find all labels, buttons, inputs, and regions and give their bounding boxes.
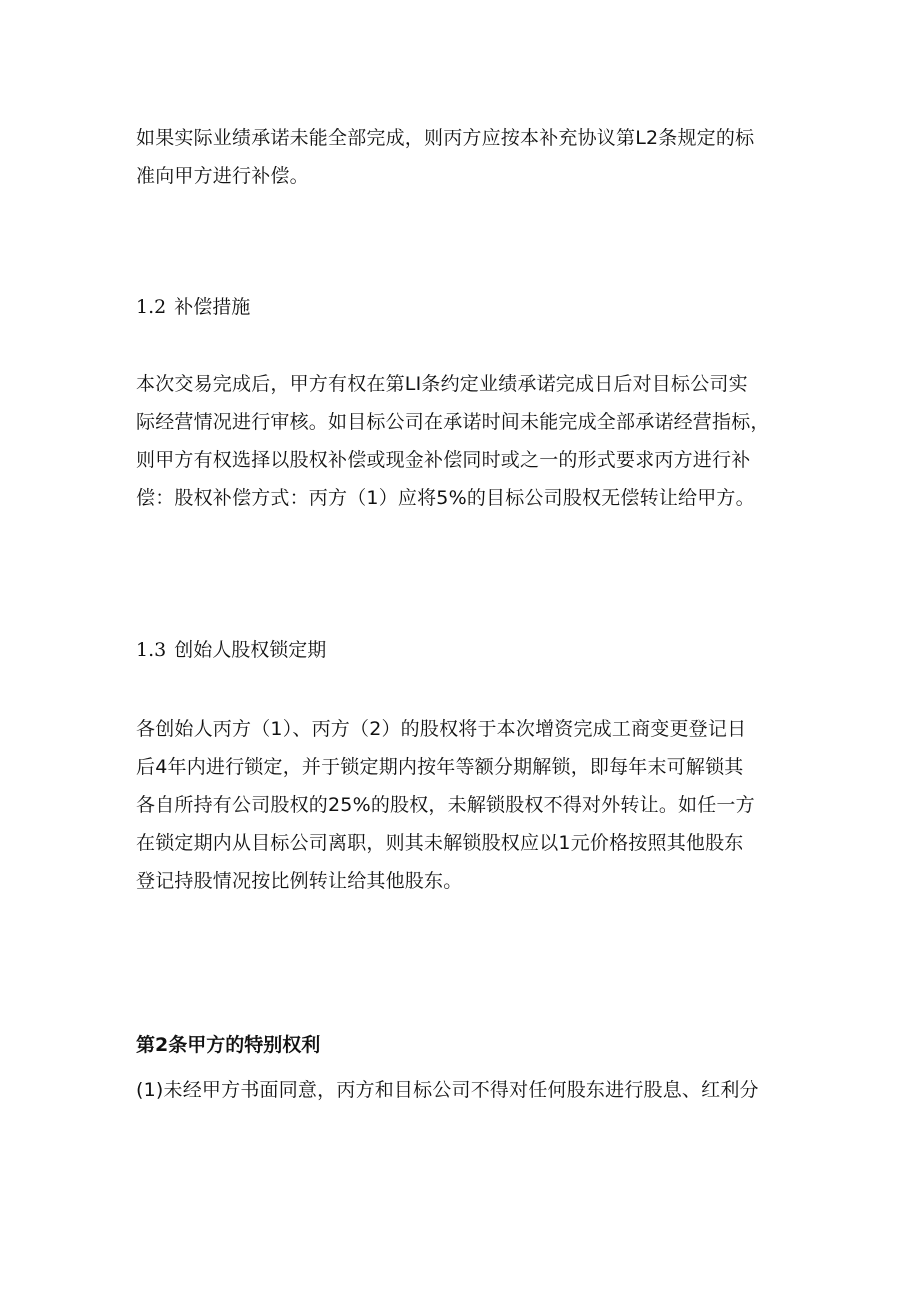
section-title: 补偿措施 — [174, 296, 251, 318]
text-line: 准向甲方进行补偿。 — [136, 165, 309, 187]
text-line: 本次交易完成后，甲方有权在第LI条约定业绩承诺完成日后对目标公司实 — [136, 373, 748, 395]
section-title: 创始人股权锁定期 — [174, 639, 327, 661]
section-heading-1-2 — [136, 292, 250, 322]
text-line: 则甲方有权选择以股权补偿或现金补偿同时或之一的形式要求丙方进行补 — [136, 449, 751, 471]
paragraph-1-2 — [136, 365, 796, 517]
text-line: (1)未经甲方书面同意，丙方和目标公司不得对任何股东进行股息、红利分 — [136, 1079, 759, 1101]
text-line: 如果实际业绩承诺未能全部完成，则丙方应按本补充协议第L2条规定的标 — [136, 127, 755, 149]
section-number: 1.3 — [136, 639, 167, 661]
paragraph-2-1 — [136, 1071, 796, 1109]
paragraph-intro — [136, 119, 796, 195]
text-line: 各自所持有公司股权的25%的股权，未解锁股权不得对外转让。如任一方 — [136, 794, 755, 816]
text-line: 各创始人丙方（1）、丙方（2）的股权将于本次增资完成工商变更登记日 — [136, 718, 747, 740]
section-number: 1.2 — [136, 296, 167, 318]
paragraph-1-3 — [136, 710, 796, 900]
text-line: 际经营情况进行审核。如目标公司在承诺时间未能完成全部承诺经营指标， — [136, 411, 770, 433]
text-line: 后4年内进行锁定，并于锁定期内按年等额分期解锁，即每年末可解锁其 — [136, 756, 744, 778]
text-line: 登记持股情况按比例转让给其他股东。 — [136, 870, 463, 892]
text-line: 偿：股权补偿方式：丙方（1）应将5%的目标公司股权无偿转让给甲方。 — [136, 487, 755, 509]
article-2-heading: 第2条甲方的特别权利 — [136, 1034, 321, 1056]
section-heading-1-3 — [136, 635, 326, 665]
text-line: 在锁定期内从目标公司离职，则其未解锁股权应以1元价格按照其他股东 — [136, 832, 744, 854]
